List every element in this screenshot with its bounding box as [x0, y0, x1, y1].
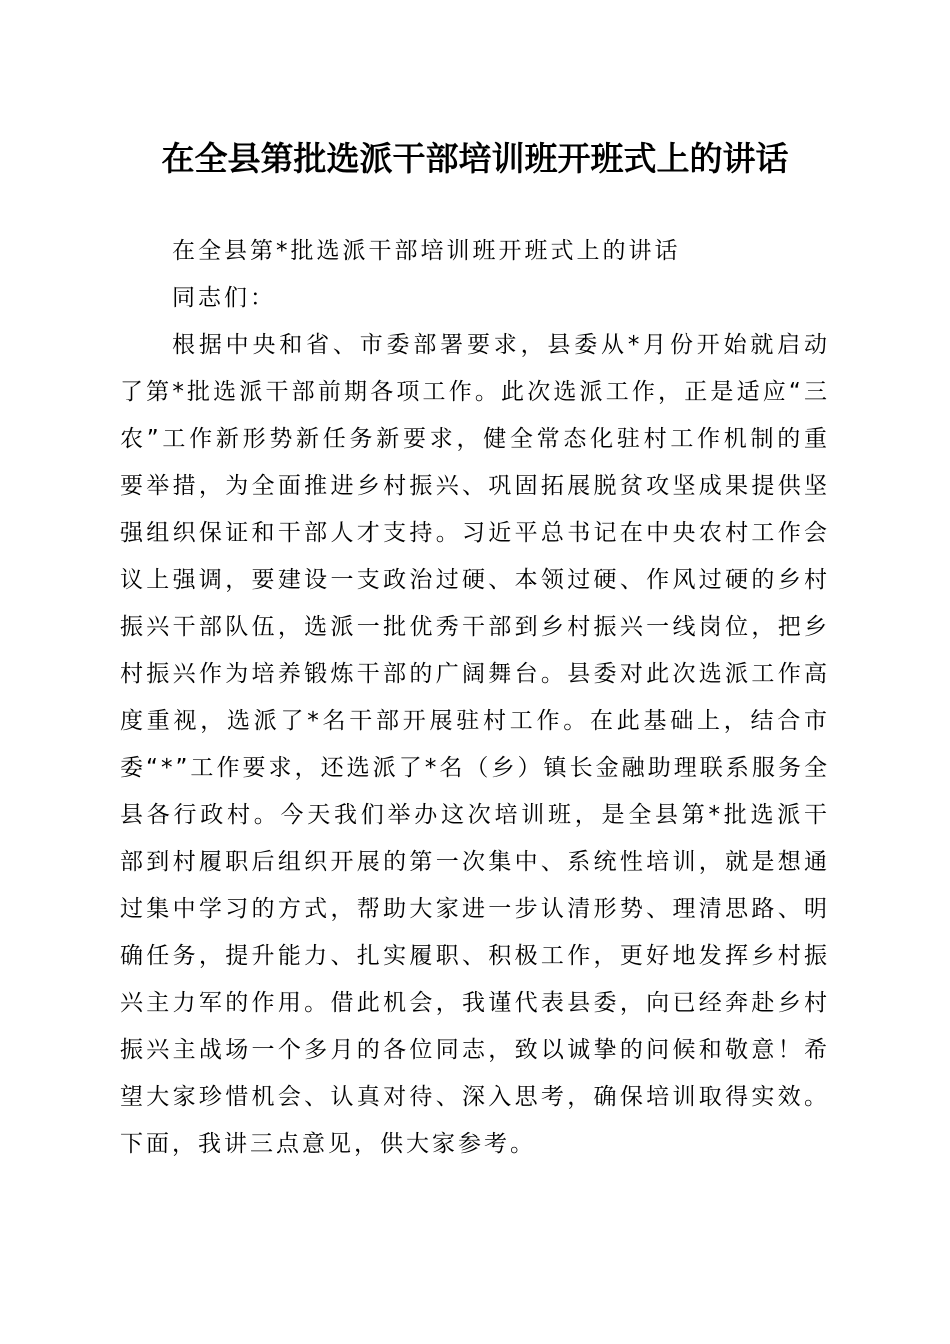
- body-paragraph: 根据中央和省、市委部署要求，县委从*月份开始就启动了第*批选派干部前期各项工作。此次选派工作，正是适应“三农”工作新形势新任务新要求，健全常态化驻村工作机制的重要举措，为全面推进乡村振兴、巩固拓展脱贫攻坚成果提供坚强组织保证和干部人才支持。习近平总书记在中央农村工作会议上强调，要建设一支政治过硬、本领过硬、作风过硬的乡村振兴干部队伍，选派一批优秀干部到乡村振兴一线岗位，把乡村振兴作为培养锻炼干部的广阔舞台。县委对此次选派工作高度重视，选派了*名干部开展驻村工作。在此基础上，结合市委“*”工作要求，还选派了*名（乡）镇长金融助理联系服务全县各行政村。今天我们举办这次培训班，是全县第*批选派干部到村履职后组织开展的第一次集中、系统性培训，就是想通过集中学习的方式，帮助大家进一步认清形势、理清思路、明确任务，提升能力、扎实履职、积极工作，更好地发挥乡村振兴主力军的作用。借此机会，我谨代表县委，向已经奔赴乡村振兴主战场一个多月的各位同志，致以诚挚的问候和敬意！希望大家珍惜机会、认真对待、深入思考，确保培训取得实效。下面，我讲三点意见，供大家参考。: [120, 332, 830, 1157]
- document-body: [120, 228, 830, 1168]
- subtitle-line: 在全县第*批选派干部培训班开班式上的讲话: [172, 238, 681, 264]
- document-title: 在全县第批选派干部培训班开班式上的讲话: [161, 139, 789, 178]
- salutation-line: 同志们：: [172, 285, 276, 311]
